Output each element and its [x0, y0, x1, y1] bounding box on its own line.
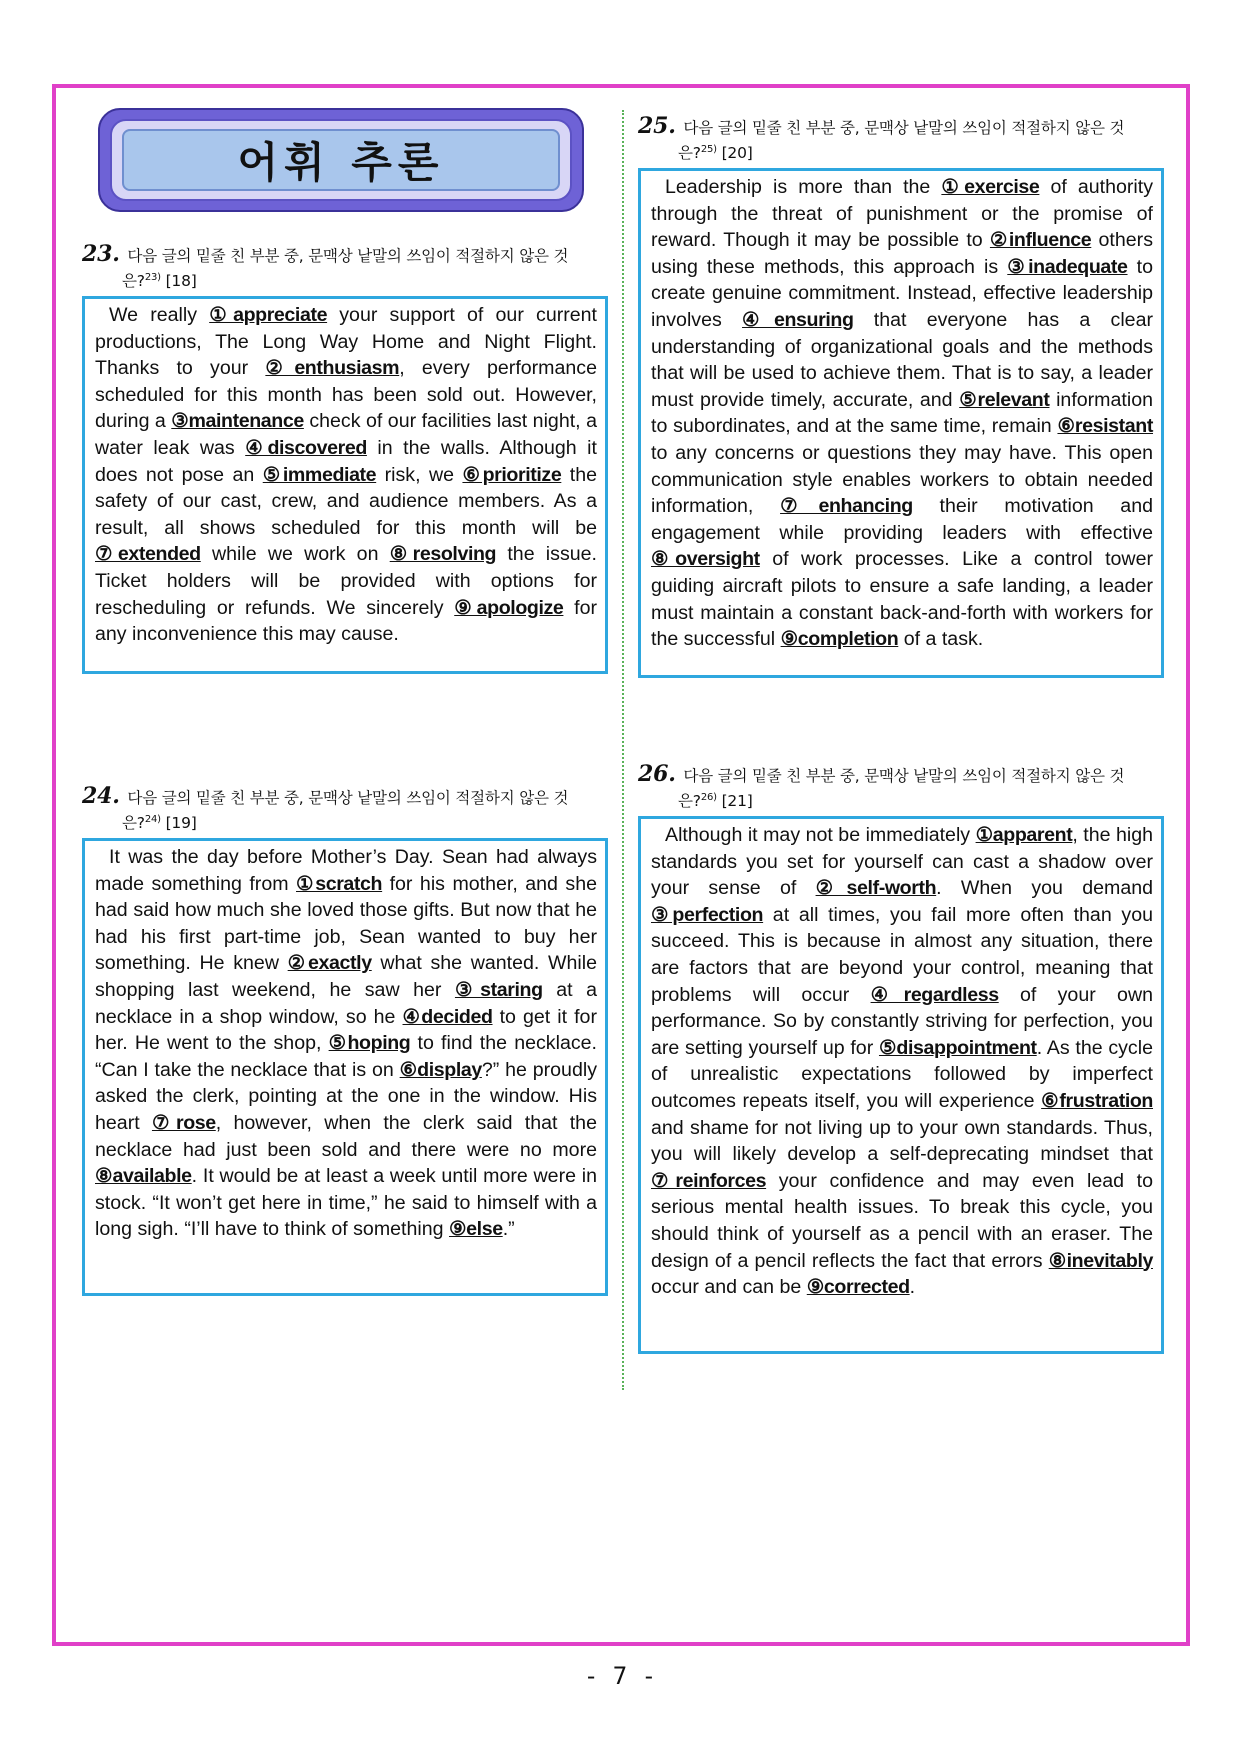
passage-text: It was the day before Mother’s Day. Sean had always made something from	[95, 846, 597, 895]
passage-text: .	[909, 1276, 916, 1299]
source-tag: [18]	[165, 272, 197, 291]
passage-25	[651, 174, 1153, 653]
passage-text: to get it for her. He went to the shop,	[95, 1005, 597, 1055]
passage-box-25	[638, 168, 1164, 678]
passage-text: while we work on	[200, 543, 390, 566]
passage-26	[651, 822, 1153, 1301]
underlined-word-3: ③staring	[454, 978, 543, 1001]
source-tag: [21]	[721, 792, 753, 811]
underlined-word-9: ⑨corrected	[806, 1276, 910, 1299]
underlined-word-1: ①scratch	[296, 872, 383, 895]
passage-text: of work processes. Like a control tower guiding aircraft pilots to ensure a safe landing, a leader must maintain a constant back-and-forth with workers for the successful	[651, 548, 1154, 651]
underlined-word-6: ⑥prioritize	[462, 463, 562, 486]
footnote-ref: 23)	[144, 272, 161, 283]
passage-text: check of our facilities last night, a water leak was	[95, 410, 597, 459]
passage-text: information to subordinates, and at the same time, remain	[651, 388, 1153, 438]
passage-text: their motivation and engagement while providing leaders with effective	[651, 495, 1153, 544]
underlined-word-3: ③perfection	[651, 903, 764, 926]
passage-23	[95, 302, 597, 648]
passage-text: the issue. Ticket holders will be provided with options for rescheduling or refunds. We sincerely	[95, 543, 597, 619]
underlined-word-1: ①apparent	[975, 824, 1073, 846]
footnote-ref: 26)	[700, 792, 717, 803]
passage-text: . When you demand	[936, 877, 1154, 900]
question-prompt-end: 은?	[678, 144, 701, 163]
passage-text: for any inconvenience this may cause.	[95, 596, 597, 646]
underlined-word-9: ⑨completion	[780, 628, 899, 651]
underlined-word-2: ②self-worth	[815, 877, 937, 900]
underlined-word-3: ③inadequate	[1007, 255, 1128, 278]
underlined-word-6: ⑥frustration	[1041, 1089, 1154, 1112]
underlined-word-8: ⑧inevitably	[1048, 1249, 1153, 1272]
column-divider	[622, 110, 624, 1390]
underlined-word-7: ⑦reinforces	[651, 1169, 767, 1192]
passage-text: others using these methods, this approach is	[651, 229, 1153, 278]
passage-text: We really	[109, 304, 210, 326]
footnote-ref: 25)	[700, 144, 717, 155]
passage-text: and shame for not living up to your own standards. Thus, you will likely develop a self-deprecating mindset that	[651, 1116, 1153, 1166]
question-24-header	[82, 783, 608, 834]
underlined-word-7: ⑦rose	[151, 1111, 216, 1134]
banner-inner-panel	[122, 129, 560, 191]
underlined-word-4: ④discovered	[245, 436, 367, 459]
question-number: 25.	[638, 113, 676, 139]
passage-text: your support of our current productions, The Long Way Home and Night Flight. Thanks to your	[95, 304, 597, 380]
passage-text: ?” he proudly asked the clerk, pointing at the one in the window. His heart	[95, 1058, 597, 1134]
passage-text: at a necklace in a shop window, so he	[95, 978, 597, 1028]
passage-text: at all times, you fail more often than you succeed. This is because in almost any situation, there are factors that are beyond your control, meaning that problems will occur	[651, 903, 1153, 1006]
question-prompt: 다음 글의 밑줄 친 부분 중, 문맥상 낱말의 쓰임이 적절하지 않은 것	[127, 247, 569, 265]
passage-text: that everyone has a clear understanding of organizational goals and the methods that will be used to achieve them. That is to say, a leader must provide timely, accurate, and	[651, 308, 1153, 411]
passage-text: . It would be at least a week until more were in stock. “It won’t get here in time,” he said to himself with a long sigh. “I’ll have to think of something	[95, 1165, 597, 1241]
question-23-header	[82, 241, 608, 292]
underlined-word-6: ⑥resistant	[1057, 415, 1153, 438]
underlined-word-9: ⑨apologize	[454, 596, 564, 619]
section-title: 어휘 추론	[237, 138, 445, 187]
underlined-word-2: ②exactly	[287, 952, 372, 975]
question-25-header	[638, 113, 1164, 164]
passage-text: in the walls. Although it does not pose an	[95, 436, 597, 486]
question-prompt: 다음 글의 밑줄 친 부분 중, 문맥상 낱말의 쓰임이 적절하지 않은 것	[683, 767, 1125, 785]
underlined-word-3: ③maintenance	[171, 410, 304, 433]
passage-text: risk, we	[376, 463, 463, 486]
passage-text: . As the cycle of unrealistic expectations followed by imperfect outcomes repeats itself, you will experience	[651, 1036, 1153, 1112]
question-prompt: 다음 글의 밑줄 친 부분 중, 문맥상 낱말의 쓰임이 적절하지 않은 것	[683, 119, 1125, 137]
passage-text: Although it may not be immediately	[665, 824, 976, 846]
underlined-word-8: ⑧resolving	[389, 543, 497, 566]
underlined-word-5: ⑤hoping	[328, 1032, 411, 1055]
underlined-word-4: ④regardless	[870, 983, 999, 1006]
passage-text: what she wanted. While shopping last weekend, he saw her	[95, 952, 598, 1001]
passage-text: your confidence and may even lead to serious mental health issues. To break this cycle, you should think of yourself as a pencil with an eraser. The design of a pencil reflects the fact that errors	[651, 1169, 1153, 1272]
underlined-word-8: ⑧available	[95, 1165, 192, 1188]
question-prompt: 다음 글의 밑줄 친 부분 중, 문맥상 낱말의 쓰임이 적절하지 않은 것	[127, 789, 569, 807]
question-26-header	[638, 761, 1164, 812]
footnote-ref: 24)	[144, 814, 161, 825]
underlined-word-2: ②influence	[989, 229, 1092, 252]
underlined-word-7: ⑦extended	[95, 543, 201, 566]
passage-text: of authority through the threat of punishment or the promise of reward. Though it may be possible to	[651, 176, 1153, 252]
underlined-word-1: ①appreciate	[209, 304, 328, 326]
passage-box-24	[82, 838, 608, 1296]
passage-text: , however, when the clerk said that the necklace had just been sold and there were no more	[95, 1111, 597, 1161]
passage-text: occur and can be	[651, 1276, 807, 1299]
underlined-word-5: ⑤relevant	[959, 388, 1050, 411]
question-prompt-end: 은?	[122, 272, 145, 291]
passage-text: for his mother, and she had said how much she loved those gifts. But now that he had his first part-time job, Sean wanted to buy her something. He knew	[95, 872, 598, 975]
underlined-word-5: ⑤immediate	[262, 463, 377, 486]
underlined-word-7: ⑦enhancing	[780, 495, 913, 518]
underlined-word-4: ④ensuring	[742, 308, 854, 331]
passage-text: , every performance scheduled for this month has been sold out. However, during a	[95, 357, 597, 433]
question-number: 23.	[82, 241, 120, 267]
passage-text: to create genuine commitment. Instead, effective leadership involves	[651, 255, 1153, 331]
question-prompt-end: 은?	[122, 814, 145, 833]
passage-text: of a task.	[898, 628, 984, 651]
underlined-word-8: ⑧oversight	[651, 548, 760, 571]
passage-text: .”	[502, 1218, 515, 1241]
passage-text: to any concerns or questions they may have. This open communication style enables workers to obtain needed information,	[651, 441, 1153, 518]
passage-text: the safety of our cast, crew, and audience members. As a result, all shows scheduled for this month will be	[95, 463, 597, 539]
underlined-word-9: ⑨else	[448, 1218, 503, 1241]
passage-24	[95, 844, 597, 1243]
question-number: 26.	[638, 761, 676, 787]
underlined-word-5: ⑤disappointment	[878, 1036, 1037, 1059]
passage-text: of your own performance. So by constantly striving for perfection, you are setting yourself up for	[651, 983, 1153, 1059]
passage-text: to find the necklace. “Can I take the necklace that is on	[95, 1032, 597, 1081]
question-prompt-end: 은?	[678, 792, 701, 811]
passage-box-26	[638, 816, 1164, 1354]
passage-text: , the high standards you set for yourself can cast a shadow over your sense of	[651, 824, 1154, 900]
banner-middle-frame	[110, 119, 572, 201]
section-title-banner	[98, 108, 584, 212]
underlined-word-2: ②enthusiasm	[265, 357, 400, 380]
passage-text: Leadership is more than the	[665, 176, 942, 198]
underlined-word-1: ①exercise	[941, 176, 1040, 198]
underlined-word-4: ④decided	[402, 1005, 493, 1028]
source-tag: [19]	[165, 814, 197, 833]
source-tag: [20]	[721, 144, 753, 163]
underlined-word-6: ⑥display	[399, 1058, 482, 1081]
page-number: - 7 -	[583, 1662, 657, 1690]
passage-box-23	[82, 296, 608, 674]
question-number: 24.	[82, 783, 120, 809]
